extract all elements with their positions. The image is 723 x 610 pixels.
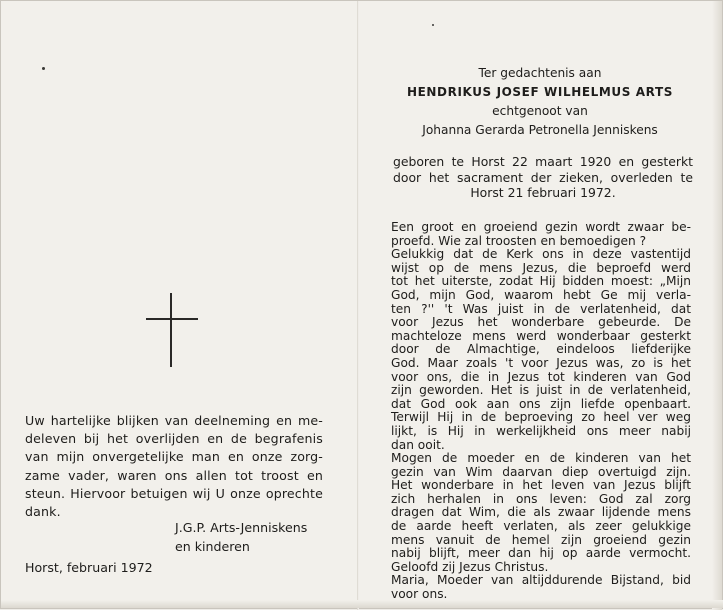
text-line: zich herhalen in ons leven: God zal zorg	[391, 491, 691, 506]
text-line: machteloze mens werd wonderbaar gesterkt	[391, 328, 691, 343]
paper-speck	[42, 67, 45, 70]
signature-name: J.G.P. Arts-Jenniskens	[175, 520, 308, 535]
thanks-line: van mijn onvergetelijke man en onze zorg-	[25, 449, 323, 465]
text-line: God, mijn God, waarom hebt Ge mij verla-	[391, 287, 691, 302]
text-line: voor Jezus het wonderbare gebeurde. De	[391, 315, 691, 330]
text-line: gezin van Wim daarvan diep overtuigd zijn.	[391, 464, 691, 479]
text-line: Het wonderbare in het leven van Jezus blijft	[391, 478, 691, 493]
text-line: proefd. Wie zal troosten en bemoedigen ?	[391, 233, 647, 248]
text-line: dragen dat Wim, die als zwaar lijdende mens	[391, 505, 691, 520]
header-relation: echtgenoot van	[492, 104, 588, 118]
text-line: lijkt, is Hij in werkelijkheid ons meer nabij	[391, 423, 691, 438]
born-line: Horst 21 februari 1972.	[470, 185, 616, 200]
spouse-name: Johanna Gerarda Petronella Jenniskens	[422, 123, 658, 137]
text-line: dan ooit.	[391, 437, 445, 452]
thanks-line: steun. Hiervoor betuigen wij U onze oprechte	[25, 485, 323, 501]
signature-family: en kinderen	[175, 539, 250, 554]
card-fold	[357, 1, 359, 610]
text-line: Mogen de moeder en de kinderen van het	[391, 451, 691, 466]
born-line: geboren te Horst 22 maart 1920 en gesterkt	[393, 154, 693, 169]
thanks-line: deleven bij het overlijden en de begrafenis	[25, 431, 323, 447]
place-date: Horst, februari 1972	[25, 560, 153, 575]
text-line: nabij blijft, meer dan hij op aarde vermocht.	[391, 546, 691, 561]
text-line: Een groot en groeiend gezin wordt zwaar be-	[391, 220, 691, 234]
text-line: door de Almachtige, eindeloos liefderijke	[391, 342, 691, 357]
paper-speck	[432, 24, 434, 26]
header-intro: Ter gedachtenis aan	[478, 66, 602, 80]
text-line: God. Maar zoals 't voor Jezus was, zo is het	[391, 355, 691, 370]
thanks-paragraph	[25, 412, 323, 521]
thanks-line: Uw hartelijke blijken van deelneming en me-	[25, 413, 323, 428]
text-line: Terwijl Hij in de beproeving zo heel ver weg	[391, 410, 691, 425]
deceased-name: HENDRIKUS JOSEF WILHELMUS ARTS	[406, 85, 674, 99]
text-line: dat God ook aan ons zijn liefde openbaart.	[391, 396, 691, 411]
text-line: wijst op de mens Jezus, die beproefd werd	[391, 260, 691, 275]
text-line: zijn geworden. Het is juist in de verlatenheid,	[391, 383, 691, 398]
text-line: de aarde heeft verlaten, als zeer gelukkige	[391, 519, 691, 534]
text-line: Gelukkig dat de Kerk ons in deze vastentijd	[391, 247, 691, 262]
birth-death-paragraph	[393, 154, 693, 201]
card-edge-shadow	[712, 1, 722, 610]
born-line: door het sacrament der zieken, overleden te	[393, 169, 693, 185]
text-line: tot het uiterste, zodat Hij bidden moest: „Mijn	[391, 274, 691, 289]
cross-icon	[146, 293, 198, 367]
text-line: ten ?'' 't Was juist in de verlatenheid, dat	[391, 301, 691, 316]
signature	[175, 518, 307, 556]
text-line: Maria, Moeder van altijddurende Bijstand, bid	[391, 573, 691, 588]
memorial-header	[389, 64, 691, 140]
text-line: mens vanuit de hemel zijn groeiend gezin	[391, 532, 691, 547]
text-line: voor ons.	[391, 587, 448, 602]
thanks-line: dank.	[25, 504, 61, 520]
meditation-text	[391, 221, 691, 602]
text-line: Geloofd zij Jezus Christus.	[391, 559, 549, 574]
thanks-line: zame vader, waren ons allen tot troost en	[25, 467, 323, 483]
text-line: voor ons, die in Jezus tot kinderen van God	[391, 369, 691, 384]
